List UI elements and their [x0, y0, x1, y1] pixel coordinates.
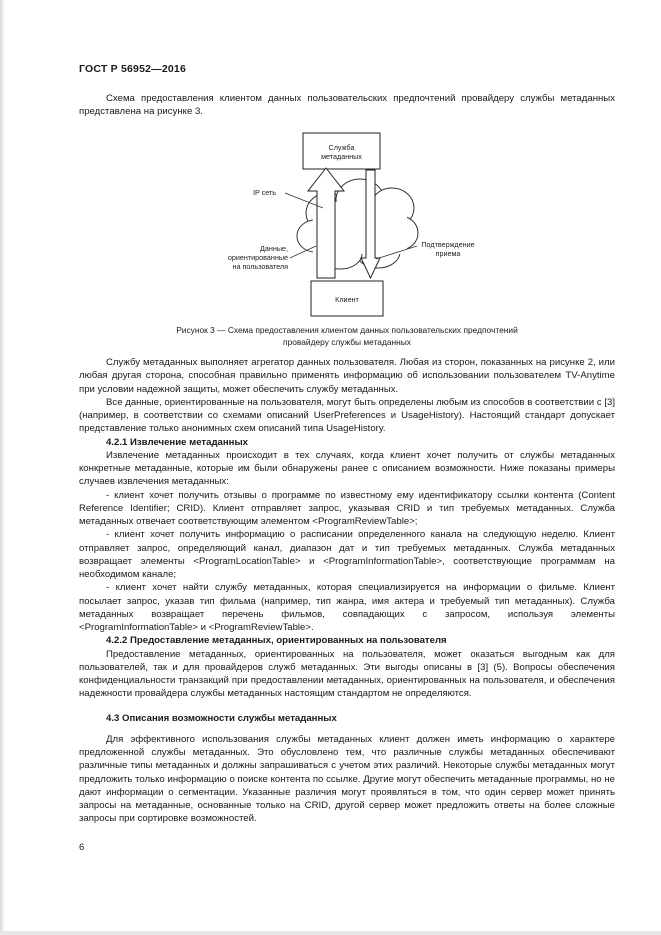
- client-label: Клиент: [335, 295, 359, 304]
- intro-paragraph: Схема предоставления клиентом данных пользовательских предпочтений провайдеру службы метаданных представлена на рисунке 3.: [79, 93, 615, 118]
- section-heading-4-3: 4.3 Описания возможности службы метаданных: [106, 712, 337, 724]
- standard-header: ГОСТ Р 56952—2016: [79, 63, 187, 75]
- caption-line-2: провайдеру службы метаданных: [283, 336, 411, 347]
- page-number: 6: [79, 842, 85, 853]
- scan-bottom-edge: [0, 931, 661, 935]
- ip-network-cloud: [297, 179, 418, 269]
- svg-text:на пользователя: на пользователя: [232, 262, 288, 271]
- list-item: - клиент хочет найти службу метаданных, которая специализируется на информации о фильме. Клиент посылает запрос, указав тип фильма (например, тип жанра, имя актера и требуемый тип метаданных). Служба метаданных возвращает перечень фильмов, совпадающих с запросом, используя элементы <ProgramInformationTable> и <ProgramReviewTable>.: [79, 582, 615, 633]
- list-item: - клиент хочет получить информацию о расписании определенного канала на следующую неделю. Клиент отправляет запрос, определяющий канал, диапазон дат и тип требуемых метаданных. Служба метаданных возвращает элементы <ProgramLocationTable> и <ProgramInformationTable>, соответствующие программам на необходимом канале;: [79, 529, 615, 580]
- svg-text:ориентированные: ориентированные: [227, 253, 288, 262]
- svg-text:приема: приема: [435, 249, 461, 258]
- svg-text:Данные,: Данные,: [260, 244, 288, 253]
- figure-caption: [79, 325, 615, 348]
- list-item: - клиент хочет получить отзывы о программе по известному ему идентификатору ссылки контента (Content Reference Identifier; CRID). Клиент отправляет запрос, указывая CRID и тип требуемых метаданных. Служба метаданных отвечает соответствующим элементом <ProgramReviewTable>;: [79, 489, 615, 527]
- intro-text: [79, 92, 615, 119]
- paragraph: Извлечение метаданных происходит в тех случаях, когда клиент хочет получить от службы метаданных конкретные метаданные, которые им были обнаружены ранее с описанием возможности. Ниже показаны примеры случаев извлечения метаданных:: [79, 449, 615, 488]
- paragraph: Службу метаданных выполняет агрегатор данных пользователя. Любая из сторон, показанных на рисунке 2, или любая другая сторона, способная правильно применять информацию об использовании пользователем TV-Anytime при условии надежной защиты, может обеспечить службу метаданных.: [79, 357, 615, 395]
- body-text: [79, 356, 615, 826]
- paragraph: Все данные, ориентированные на пользователя, могут быть определены любым из способов в соответствии с [3] (например, в соответствии со схемами описаний UserPreferences и UsageHistory). Настоящий стандарт допускает представление только анонимных схем описаний типа UsageHistory.: [79, 396, 615, 435]
- scan-left-edge: [0, 0, 5, 935]
- paragraph: Предоставление метаданных, ориентированных на пользователя, может оказаться выгодным как для пользователей, так и для провайдеров служб метаданных. Эти выгоды описаны в [3] (5). Вопросы обеспечения конфиденциальности транзакций при предоставлении метаданных, ориентированных на пользователя, и обеспечения надежности провайдера службы метаданных настоящим стандартом не определяются.: [79, 648, 615, 700]
- section-heading-4-2-2: 4.2.2 Предоставление метаданных, ориентированных на пользователя: [106, 635, 447, 647]
- ack-label: [421, 240, 474, 258]
- metadata-service-label: Служба метаданных: [321, 143, 362, 161]
- ip-network-label: IP сеть: [253, 188, 277, 197]
- figure-3-diagram: [195, 128, 495, 320]
- user-data-label: [228, 244, 288, 271]
- caption-line-1: Рисунок 3 — Схема предоставления клиентом данных пользовательских предпочтений: [176, 325, 518, 335]
- svg-text:Подтверждение: Подтверждение: [421, 240, 475, 249]
- section-heading-4-2-1: 4.2.1 Извлечение метаданных: [106, 436, 248, 448]
- paragraph: Для эффективного использования службы метаданных клиент должен иметь информацию о характере предложенной службы метаданных. Это обусловлено тем, что различные службы метаданных обеспечивают различные типы метаданных и должны запрашиваться с учетом этих различий. Некоторые службы метаданных могут предложить только информацию о поиске контента по ссылке. Другие могут обеспечить метаданные программы, но не дают информации о сегментации. Указанные различия могут проявляться в том, что один сервер может принять запросы на метаданные, основанные только на CRID, другой сервер может предложить ответы на более сложные запросы при сортировке возможностей.: [79, 733, 615, 825]
